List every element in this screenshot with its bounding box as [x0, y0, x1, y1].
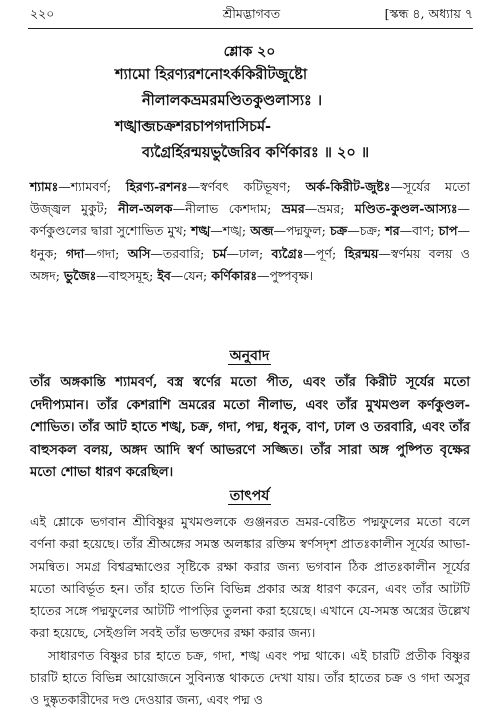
- synonym-term: ভুজৈঃ: [63, 267, 97, 283]
- verse-label: শ্লোক ২০: [223, 44, 276, 60]
- synonym-meaning: চক্র: [359, 223, 377, 239]
- synonym-term: শঙ্খ: [191, 223, 211, 239]
- synonym-meaning: শঙ্খ: [222, 223, 242, 239]
- synonym-term: কর্ণিকারঃ: [211, 267, 258, 283]
- synonym-meaning: বাণ: [412, 223, 431, 239]
- synonym-meaning: তরবারি: [162, 245, 201, 261]
- synonym-meaning: গদা: [96, 245, 116, 261]
- page-number: ২২০: [30, 6, 55, 21]
- synonym-term: অসি: [127, 245, 151, 261]
- synonym-meaning: ঢাল: [238, 245, 259, 261]
- synonym-term: হিরণ্য-রশনঃ: [125, 179, 188, 194]
- synonym-term: শর: [385, 223, 400, 239]
- synonym-meaning: ধনুক: [30, 245, 54, 261]
- chapter-reference: [স্কন্ধ ৪, অধ্যায় ৭: [384, 6, 473, 21]
- purport-paragraph: এই শ্লোকে ভগবান শ্রীবিষ্ণুর মুখমণ্ডলকে গুঞ্জনরত ভ্রমর-বেষ্টিত পদ্মফুলের মতো বলে বর্ণনা করা হয়েছে। তাঁর শ্রীঅঙ্গের সমস্ত অলঙ্কার রক্তিম স্বর্ণসদৃশ প্রাতঃকালীন সূর্যের আভা-সমন্বিত। সমগ্র বিশ্বব্রহ্মাণ্ডের সৃষ্টিকে রক্ষা করার জন্য ভগবান ঠিক প্রাতঃকালীন সূর্যের মতো আবির্ভূত হন। তাঁর হাতে তিনি বিভিন্ন প্রকার অস্ত্র ধারণ করেন, এবং তাঁর আটটি হাতের সঙ্গে পদ্মফুলের আটটি পাপড়ির তুলনা করা হয়েছে। এখানে যে-সমস্ত অস্ত্রের উল্লেখ করা হয়েছে, সেইগুলি সবই তাঁর ভক্তদের রক্ষা করার জন্য।: [30, 514, 470, 641]
- verse-line: শ্যামো হিরণ্যরশনোঽর্ককিরীটজুষ্টো: [115, 66, 308, 83]
- synonym-term: ইব: [157, 267, 171, 283]
- synonym-meaning: সূর্যের মতো উজ্জ্বল মুকুট: [30, 179, 471, 217]
- synonym-term: ব্যগ্রৈঃ: [271, 245, 304, 261]
- synonym-meaning: স্বর্ণময় বলয় ও অঙ্গদ: [30, 245, 470, 283]
- synonym-meaning: নীলাভ কেশদাম: [185, 201, 268, 217]
- translation-text: তাঁর অঙ্গকান্তি শ্যামবর্ণ, বস্ত্র স্বর্ণের মতো পীত, এবং তাঁর কিরীট সূর্যের মতো দেদীপ্যমান। তাঁর কেশরাশি ভ্রমরের মতো নীলাভ, এবং তাঁর মুখমণ্ডল কর্ণকুণ্ডল-শোভিত। তাঁর আট হাতে শঙ্খ, চক্র, গদা, পদ্ম, ধনুক, বাণ, ঢাল ও তরবারি, এবং তাঁর বাহুসকল বলয়, অঙ্গদ আদি স্বর্ণ আভরণে সজ্জিত। তাঁর সারা অঙ্গ পুষ্পিত বৃক্ষের মতো শোভা ধারণ করেছিল।: [30, 375, 470, 481]
- synonym-meaning: পদ্মফুল: [285, 223, 322, 239]
- synonym-meaning: শ্যামবর্ণ: [70, 179, 107, 194]
- header-divider: [28, 28, 473, 29]
- synonym-meaning: যেন: [183, 267, 204, 283]
- book-title: শ্রীমদ্ভাগবত: [222, 6, 281, 21]
- synonym-term: চাপ: [438, 223, 458, 239]
- synonym-term: অব্জ: [250, 223, 274, 239]
- synonym-meaning: কর্ণকুণ্ডলের দ্বারা সুশোভিত মুখ: [30, 223, 183, 239]
- translation-heading: অনুবাদ: [229, 348, 270, 364]
- synonyms-paragraph: শ্যামঃ—শ্যামবর্ণ; হিরণ্য-রশনঃ—স্বর্ণবৎ কটিভূষণ; অর্ক-কিরীট-জুষ্টঃ—সূর্যের মতো উজ্জ্বল মুকুট; নীল-অলক—নীলাভ কেশদাম; ভ্রমর—ভ্রমর; মণ্ডিত-কুণ্ডল-আস্যঃ—কর্ণকুণ্ডলের দ্বারা সুশোভিত মুখ; শঙ্খ—শঙ্খ; অব্জ—পদ্মফুল; চক্র—চক্র; শর—বাণ; চাপ—ধনুক; গদা—গদা; অসি—তরবারি; চর্ম—ঢাল; ব্যগ্রৈঃ—পূর্ণ; হিরন্ময়—স্বর্ণময় বলয় ও অঙ্গদ; ভুজৈঃ—বাহুসমূহ; ইব—যেন; কর্ণিকারঃ—পুষ্পবৃক্ষ।: [30, 179, 471, 283]
- synonym-meaning: ভ্রমর: [317, 201, 341, 217]
- synonym-meaning: স্বর্ণবৎ কটিভূষণ: [200, 179, 287, 194]
- verse-line: শঙ্খাব্জচক্রশরচাপগদাসিচর্ম-: [115, 118, 272, 135]
- synonym-term: নীল-অলক: [118, 201, 173, 217]
- synonym-meaning: পূর্ণ: [315, 245, 332, 261]
- synonym-meaning: বাহুসমূহ: [108, 267, 150, 283]
- verse-line: ব্যগ্রৈর্হিরন্ময়ভুজৈরিব কর্ণিকারঃ ॥ ২০ ॥: [142, 144, 370, 161]
- synonym-term: হিরন্ময়: [344, 245, 379, 261]
- synonym-term: ভ্রমর: [281, 201, 305, 217]
- synonym-term: চক্র: [330, 223, 348, 239]
- synonym-term: চর্ম: [212, 245, 227, 261]
- purport-paragraph: সাধারণত বিষ্ণুর চার হাতে চক্র, গদা, শঙ্খ এবং পদ্ম থাকে। এই চারটি প্রতীক বিষ্ণুর চারটি হাতে বিভিন্ন আয়োজনে সুবিন্যস্ত থাকতে দেখা যায়। তাঁর হাতের চক্র ও গদা অসুর ও দুষ্কৃতকারীদের দণ্ড দেওয়ার জন্য, এবং পদ্ম ও: [30, 647, 470, 708]
- purport-text: [30, 511, 470, 712]
- synonym-term: অর্ক-কিরীট-জুষ্টঃ: [305, 179, 391, 194]
- synonym-term: শ্যামঃ: [30, 179, 59, 194]
- page-header: [30, 6, 473, 24]
- purport-heading: তাৎপর্য: [229, 488, 270, 504]
- synonym-term: গদা: [65, 245, 85, 261]
- synonym-meaning: পুষ্পবৃক্ষ: [269, 267, 309, 283]
- synonym-term: মণ্ডিত-কুণ্ডল-আস্যঃ: [354, 201, 458, 217]
- verse-line: নীলালকভ্রমরমণ্ডিতকুণ্ডলাস্যঃ ।: [142, 92, 323, 109]
